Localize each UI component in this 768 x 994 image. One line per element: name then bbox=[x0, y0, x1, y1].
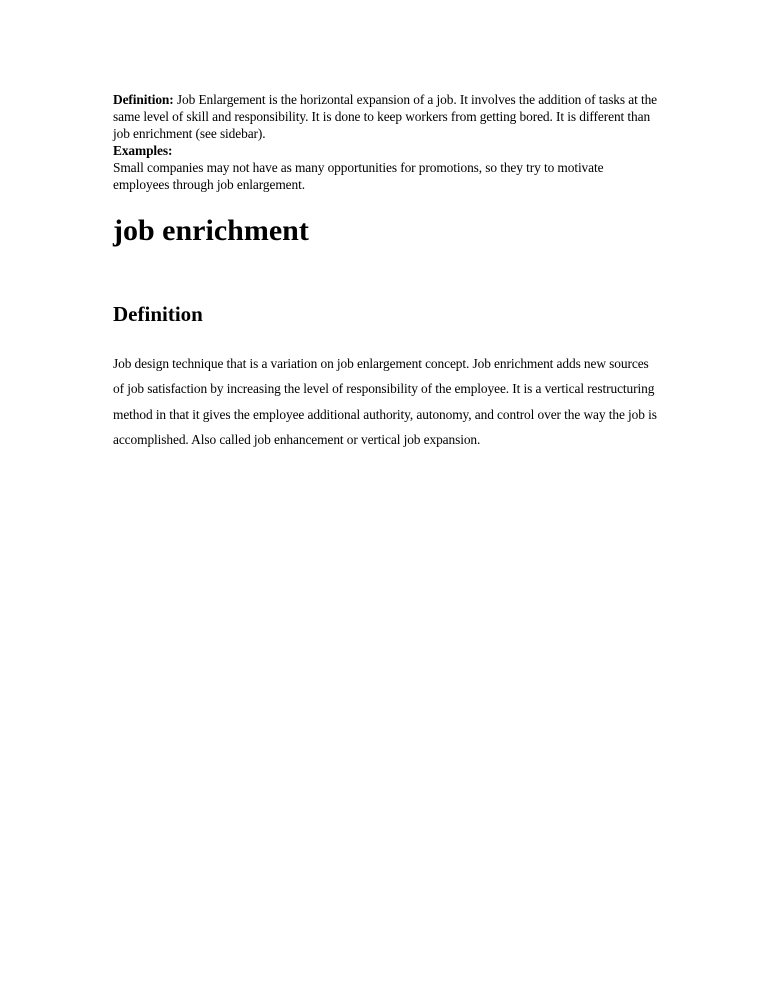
document-page bbox=[113, 91, 658, 452]
job-enlargement-section bbox=[113, 91, 658, 193]
definition-label: Definition: bbox=[113, 92, 174, 107]
job-enrichment-definition: Job design technique that is a variation on job enlargement concept. Job enrichment adds new sources of job satisfaction by increasing the level of responsibility of the employee. It is a vertical restructuring method in that it gives the employee additional authority, autonomy, and control over the way the job is accomplished. Also called job enhancement or vertical job expansion. bbox=[113, 356, 657, 447]
definition-heading: Definition bbox=[113, 302, 203, 326]
definition-paragraph bbox=[113, 91, 658, 142]
examples-text: Small companies may not have as many opportunities for promotions, so they try to motivate employees through job enlargement. bbox=[113, 160, 604, 192]
examples-label: Examples: bbox=[113, 143, 173, 158]
definition-text: Job Enlargement is the horizontal expansion of a job. It involves the addition of tasks at the same level of skill and responsibility. It is done to keep workers from getting bored. It is different than job enrichment (see sidebar). bbox=[113, 92, 658, 141]
page-title: job enrichment bbox=[113, 214, 309, 247]
